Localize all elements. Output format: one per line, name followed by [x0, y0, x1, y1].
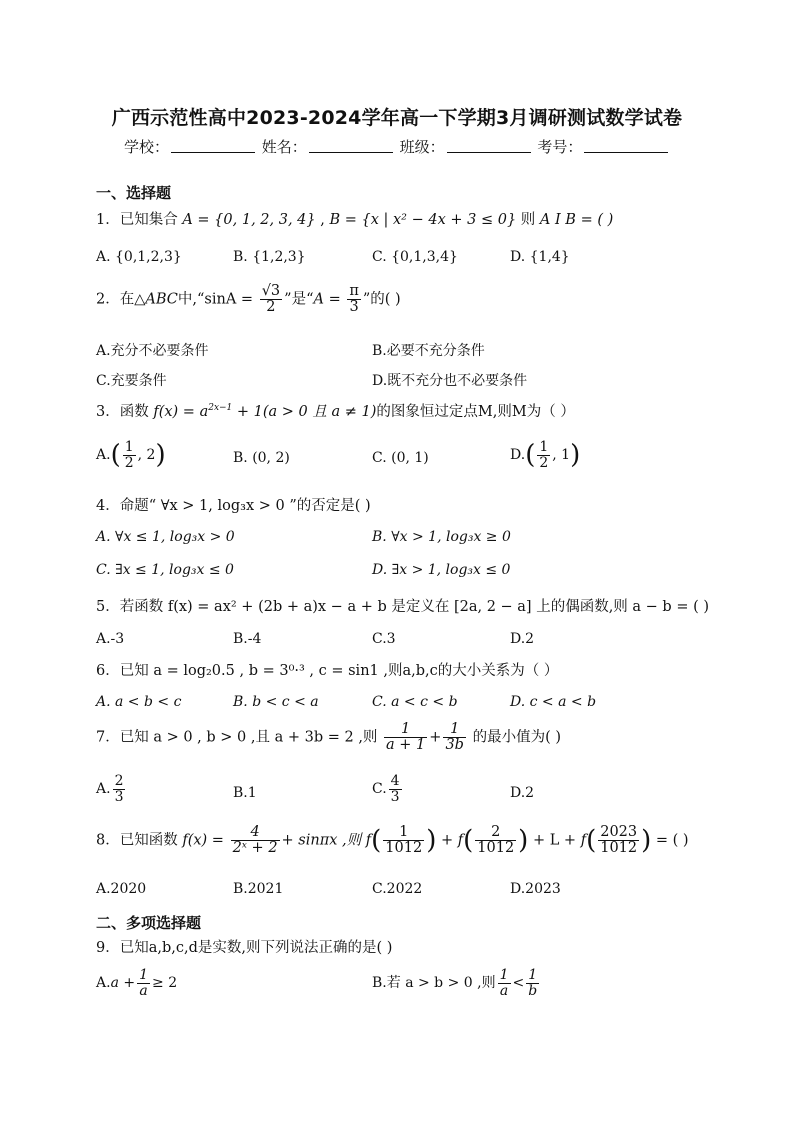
- q7-option-a[interactable]: A. $\frac{2}{3}$: [96, 773, 124, 805]
- q3-function: f(x) = a: [153, 404, 209, 420]
- school-label: 学校：: [124, 138, 170, 156]
- q1-option-a[interactable]: A. {0,1,2,3}: [96, 249, 182, 265]
- q7-lead: 7．已知 a > 0 , b > 0 ,且 a + 3b = 2 ,则: [96, 729, 378, 746]
- q1-ask: A I B = ( ): [539, 212, 614, 228]
- q1-option-d[interactable]: D. {1,4}: [510, 249, 570, 265]
- question-7: 7．已知 a > 0 , b > 0 ,且 a + 3b = 2 ,则 $\frac{1}{a + 1}$ + $\frac{1}{3b}$ 的最小值为( ): [96, 721, 562, 754]
- name-blank[interactable]: [309, 152, 393, 153]
- q3-option-d[interactable]: D.( $\frac{1}{2}$ , 1): [510, 439, 581, 471]
- q2-option-c[interactable]: C.充要条件: [96, 373, 167, 389]
- q3-d-fraction: $\frac{1}{2}$: [539, 439, 549, 471]
- section-heading-single-choice: 一、选择题: [96, 184, 172, 202]
- q7-fraction-1: $\frac{1}{a + 1}$: [386, 721, 426, 754]
- q7-option-b[interactable]: B.1: [233, 785, 257, 801]
- q5-option-c[interactable]: C.3: [372, 631, 396, 647]
- q2-triangle: △ABC: [134, 291, 178, 308]
- q2-A: A =: [313, 291, 341, 308]
- q8-term-3: $\frac{2023}{1012}$: [600, 824, 638, 857]
- q6-option-a[interactable]: A. a < b < c: [96, 694, 182, 710]
- name-label: 姓名：: [261, 138, 307, 156]
- q3-condition: + 1(a > 0 且 a ≠ 1): [232, 404, 377, 420]
- question-2: [96, 284, 401, 315]
- q1-tail: 则: [520, 212, 536, 228]
- question-8: 8．已知函数 f(x) = $\frac{4}{\text{2ˣ + 2}}$ + sinπx ,则 f( $\frac{1}{1012}$ ) + f( $\frac{2}{1012}$ ) + L + f( $\frac{2023}{1012}$ ) = ( ): [96, 824, 689, 857]
- q9-option-a[interactable]: A.a + $\frac{1}{a}$ ≥ 2: [96, 967, 178, 999]
- q8-lead: 8．已知函数: [96, 832, 178, 849]
- q2-option-a[interactable]: A.充分不必要条件: [96, 343, 209, 359]
- q6-option-b[interactable]: B. b < c < a: [233, 694, 319, 710]
- q7-option-d[interactable]: D.2: [510, 785, 535, 801]
- q1-option-c[interactable]: C. {0,1,3,4}: [372, 249, 458, 265]
- q2-mid2: ”是“: [284, 291, 314, 308]
- q3-option-a[interactable]: A.( $\frac{1}{2}$ , 2): [96, 439, 166, 471]
- q7-option-c[interactable]: C. $\frac{4}{3}$: [372, 773, 400, 805]
- section-heading-multi-choice: 二、多项选择题: [96, 914, 202, 932]
- q6-option-d[interactable]: D. c < a < b: [510, 694, 597, 710]
- q4-option-a[interactable]: A. ∀x ≤ 1, log₃x > 0: [96, 529, 235, 545]
- q8-option-a[interactable]: A.2020: [96, 881, 147, 897]
- q3-tail: 的图象恒过定点M,则M为（ ）: [376, 404, 575, 420]
- school-blank[interactable]: [171, 152, 255, 153]
- q8-option-d[interactable]: D.2023: [510, 881, 561, 897]
- q3-exponent: 2x−1: [208, 403, 233, 414]
- question-3: [96, 400, 575, 421]
- class-label: 班级：: [399, 138, 445, 156]
- q2-fraction-pi-3: $\frac{\pi}{3}$: [349, 283, 359, 316]
- q8-term-1: $\frac{1}{1012}$: [385, 824, 423, 857]
- q2-option-d[interactable]: D.既不充分也不必要条件: [372, 373, 528, 389]
- q8-fraction-main: $\frac{4}{\text{2ˣ + 2}}$: [232, 824, 278, 857]
- q2-fraction-sqrt3-2: $\frac{√3}{2}$: [261, 283, 281, 316]
- q3-option-b[interactable]: B. (0, 2): [233, 450, 290, 466]
- q8-term-2: $\frac{2}{1012}$: [477, 824, 515, 857]
- q5-option-b[interactable]: B.-4: [233, 631, 262, 647]
- question-1: [96, 208, 613, 229]
- q1-lead: 1．已知集合: [96, 212, 178, 228]
- number-label: 考号：: [537, 138, 583, 156]
- q7-tail: 的最小值为( ): [472, 729, 562, 746]
- q4-option-d[interactable]: D. ∃x > 1, log₃x ≤ 0: [372, 562, 511, 578]
- question-5: 5．若函数 f(x) = ax² + (2b + a)x − a + b 是定义在 [2a, 2 − a] 上的偶函数,则 a − b = ( ): [96, 599, 710, 615]
- q1-set-a: A = {0, 1, 2, 3, 4}: [182, 212, 316, 228]
- q4-option-c[interactable]: C. ∃x ≤ 1, log₃x ≤ 0: [96, 562, 234, 578]
- q8-option-c[interactable]: C.2022: [372, 881, 423, 897]
- question-4: 4．命题“ ∀x > 1, log₃x > 0 ”的否定是( ): [96, 498, 371, 514]
- q1-option-b[interactable]: B. {1,2,3}: [233, 249, 306, 265]
- q6-option-c[interactable]: C. a < c < b: [372, 694, 458, 710]
- q3-lead: 3．函数: [96, 404, 149, 420]
- q2-mid: 中,“: [177, 291, 205, 308]
- q5-option-d[interactable]: D.2: [510, 631, 535, 647]
- question-6: 6．已知 a = log₂0.5 , b = 3⁰·³ , c = sin1 ,则a,b,c的大小关系为（ ）: [96, 663, 559, 679]
- q2-tail: ”的( ): [362, 291, 401, 308]
- q2-lead: 2．在: [96, 291, 135, 308]
- number-blank[interactable]: [584, 152, 668, 153]
- q5-option-a[interactable]: A.-3: [96, 631, 125, 647]
- q7-fraction-2: $\frac{1}{3b}$: [445, 721, 464, 754]
- q9-option-b[interactable]: B.若 a > b > 0 ,则 $\frac{1}{a}$ < $\frac{1}{b}$: [372, 967, 538, 999]
- exam-title: 广西示范性高中2023-2024学年高一下学期3月调研测试数学试卷: [111, 107, 683, 129]
- q3-option-c[interactable]: C. (0, 1): [372, 450, 429, 466]
- class-blank[interactable]: [447, 152, 531, 153]
- q1-set-b: B = {x | x² − 4x + 3 ≤ 0}: [329, 212, 517, 228]
- q8-option-b[interactable]: B.2021: [233, 881, 284, 897]
- q4-option-b[interactable]: B. ∀x > 1, log₃x ≥ 0: [372, 529, 511, 545]
- q2-sin: sinA =: [204, 291, 254, 308]
- q1-sep: ,: [315, 212, 330, 228]
- student-info-line: [124, 136, 670, 157]
- q3-a-fraction: $\frac{1}{2}$: [124, 439, 134, 471]
- q2-option-b[interactable]: B.必要不充分条件: [372, 343, 485, 359]
- question-9: 9．已知a,b,c,d是实数,则下列说法正确的是( ): [96, 940, 393, 956]
